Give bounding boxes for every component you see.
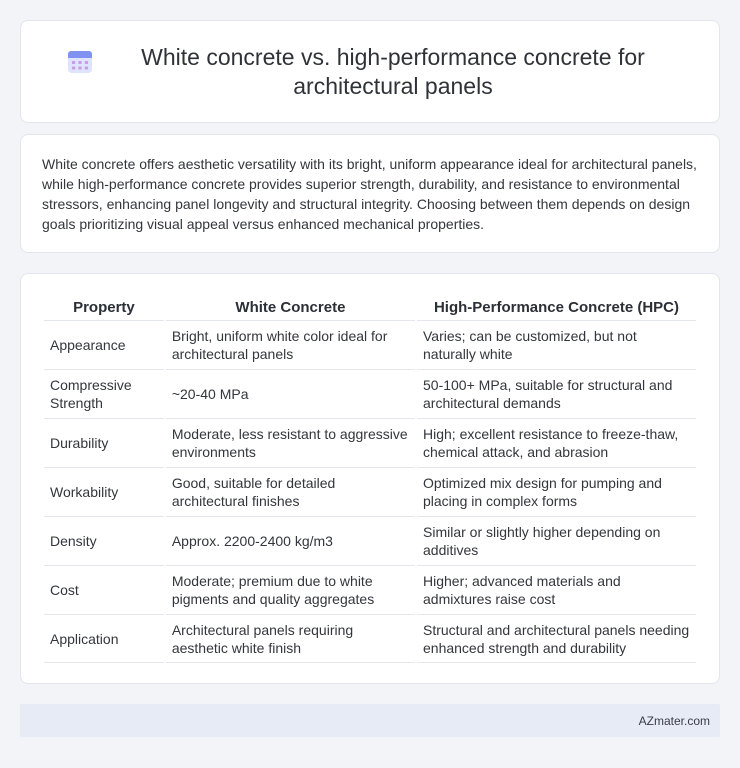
cell-property: Appearance	[44, 320, 164, 369]
footer-bar	[20, 704, 720, 737]
cell-white-concrete: Moderate, less resistant to aggressive environments	[166, 418, 415, 467]
table-row	[44, 565, 696, 614]
title-wrap	[21, 43, 719, 101]
table-row	[44, 418, 696, 467]
table-row	[44, 369, 696, 418]
cell-white-concrete: ~20-40 MPa	[166, 369, 415, 418]
header-hpc: High-Performance Concrete (HPC)	[433, 298, 680, 316]
table-row	[44, 320, 696, 369]
cell-property: Cost	[44, 565, 164, 614]
cell-property: Workability	[44, 467, 164, 516]
cell-property: Compressive Strength	[44, 369, 164, 418]
cell-white-concrete: Architectural panels requiring aesthetic white finish	[166, 614, 415, 663]
footer-brand: AZmater.com	[638, 713, 710, 728]
header-white-concrete: White Concrete	[235, 298, 346, 316]
cell-property: Application	[44, 614, 164, 663]
comparison-table	[42, 296, 698, 663]
cell-hpc: Varies; can be customized, but not naturally white	[417, 320, 696, 369]
table-row	[44, 614, 696, 663]
cell-white-concrete: Moderate; premium due to white pigments and quality aggregates	[166, 565, 415, 614]
title-card	[20, 20, 720, 123]
summary-text: White concrete offers aesthetic versatility with its bright, uniform appearance ideal for architectural panels, while high-performance concrete provides superior strength, durability, and resistance to environmental stressors, enhancing panel longevity and structural integrity. Choosing between them depends on design goals prioritizing visual appeal versus enhanced mechanical properties.	[42, 156, 697, 232]
header-property: Property	[73, 298, 135, 316]
cell-hpc: High; excellent resistance to freeze-thaw, chemical attack, and abrasion	[417, 418, 696, 467]
cell-white-concrete: Approx. 2200-2400 kg/m3	[166, 516, 415, 565]
cell-hpc: Optimized mix design for pumping and placing in complex forms	[417, 467, 696, 516]
cell-hpc: 50-100+ MPa, suitable for structural and architectural demands	[417, 369, 696, 418]
comparison-table-card	[20, 273, 720, 684]
table-row	[44, 516, 696, 565]
summary-card	[20, 134, 720, 253]
cell-property: Durability	[44, 418, 164, 467]
cell-hpc: Higher; advanced materials and admixtures raise cost	[417, 565, 696, 614]
table-row	[44, 467, 696, 516]
calendar-icon	[67, 49, 93, 75]
cell-white-concrete: Good, suitable for detailed architectural finishes	[166, 467, 415, 516]
cell-white-concrete: Bright, uniform white color ideal for architectural panels	[166, 320, 415, 369]
cell-hpc: Similar or slightly higher depending on additives	[417, 516, 696, 565]
cell-property: Density	[44, 516, 164, 565]
table-header-row	[44, 296, 696, 320]
page-title: White concrete vs. high-performance concrete for architectural panels	[141, 43, 645, 99]
cell-hpc: Structural and architectural panels needing enhanced strength and durability	[417, 614, 696, 663]
